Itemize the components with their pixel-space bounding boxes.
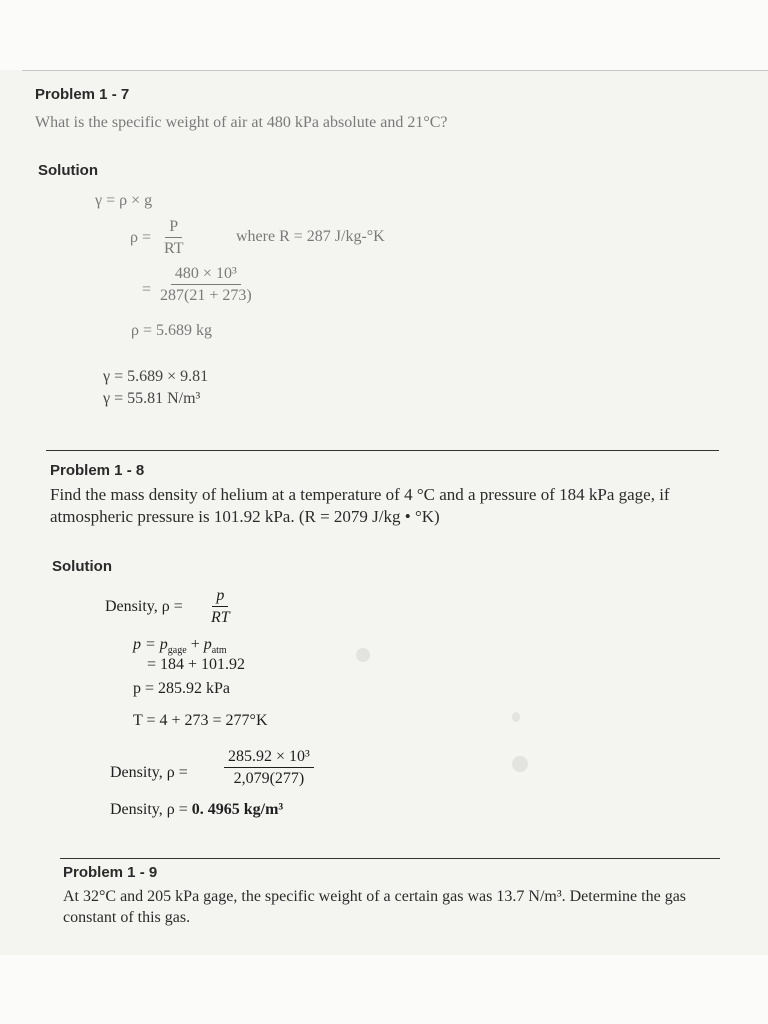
- divider-2: [60, 858, 720, 859]
- p8-density-result: [110, 801, 283, 819]
- p7-gamma-calc: γ = 5.689 × 9.81: [103, 368, 209, 385]
- problem-7-statement: What is the specific weight of air at 480 kPa absolute and 21°C?: [35, 114, 448, 131]
- divider-1: [46, 450, 719, 451]
- p8-temperature: T = 4 + 273 = 277°K: [133, 712, 268, 729]
- p8-p-atm: p: [203, 636, 212, 653]
- paper-smudge: [356, 648, 370, 662]
- p7-equals: =: [142, 281, 152, 298]
- p8-density-result-value: 0. 4965 kg/m³: [191, 801, 284, 818]
- p8-fraction-p-rt: [207, 587, 234, 627]
- problem-8-statement: Find the mass density of helium at a temperature of 4 °C and a pressure of 184 kPa gage, if atmospheric pressure is 101.92 kPa. (R = 2079 J/kg • °K): [50, 485, 670, 526]
- p8-p-result: p = 285.92 kPa: [133, 680, 231, 697]
- top-divider: [22, 70, 768, 71]
- p8-frac2-num: 285.92 × 10³: [224, 748, 314, 768]
- p7-fraction-p-rt: [160, 218, 187, 258]
- paper-smudge: [512, 712, 520, 722]
- p8-atm-subscript: atm: [211, 645, 227, 657]
- p7-frac2-den: 287(21 + 273): [160, 287, 252, 304]
- p7-eq-gamma: γ = ρ × g: [95, 192, 153, 209]
- p8-density-result-label: Density, ρ =: [110, 801, 188, 818]
- page-bottom-margin: [0, 955, 768, 1024]
- p8-p-eq: p =: [133, 636, 156, 653]
- problem-9-heading: Problem 1 - 9: [63, 864, 158, 881]
- p8-density-label: Density, ρ =: [105, 598, 183, 615]
- p7-frac2-num: 480 × 10³: [171, 265, 241, 285]
- p8-frac2-den: 2,079(277): [233, 770, 305, 787]
- problem-7-solution-label: Solution: [38, 162, 98, 179]
- p8-p-gage: p: [159, 636, 168, 653]
- p8-p-sum-formula: [133, 636, 227, 656]
- p7-frac1-den: RT: [164, 240, 184, 257]
- problem-8-heading: Problem 1 - 8: [50, 462, 145, 479]
- problem-7-heading: Problem 1 - 7: [35, 86, 130, 103]
- p7-gamma-result: γ = 55.81 N/m³: [103, 390, 201, 407]
- p7-rho-result: ρ = 5.689 kg: [131, 322, 213, 339]
- p7-rho-label: ρ =: [130, 229, 152, 246]
- p7-where-r: where R = 287 J/kg-°K: [236, 228, 385, 245]
- p8-frac1-num: p: [216, 587, 225, 604]
- p8-frac1-den: RT: [211, 609, 230, 626]
- problem-8-solution-label: Solution: [52, 558, 112, 575]
- page-top-margin: [0, 0, 768, 70]
- p8-plus: +: [190, 636, 200, 653]
- problem-9-statement: At 32°C and 205 kPa gage, the specific weight of a certain gas was 13.7 N/m³. Determine the gas constant of this gas.: [63, 888, 687, 926]
- p7-fraction-values: [156, 265, 256, 305]
- p8-p-sum-values: = 184 + 101.92: [147, 656, 246, 673]
- paper-smudge: [512, 756, 528, 772]
- p8-gage-subscript: gage: [167, 645, 187, 657]
- p7-frac1-num: P: [165, 218, 182, 238]
- p8-fraction-values: [224, 748, 314, 788]
- p8-density-label-2: Density, ρ =: [110, 764, 188, 781]
